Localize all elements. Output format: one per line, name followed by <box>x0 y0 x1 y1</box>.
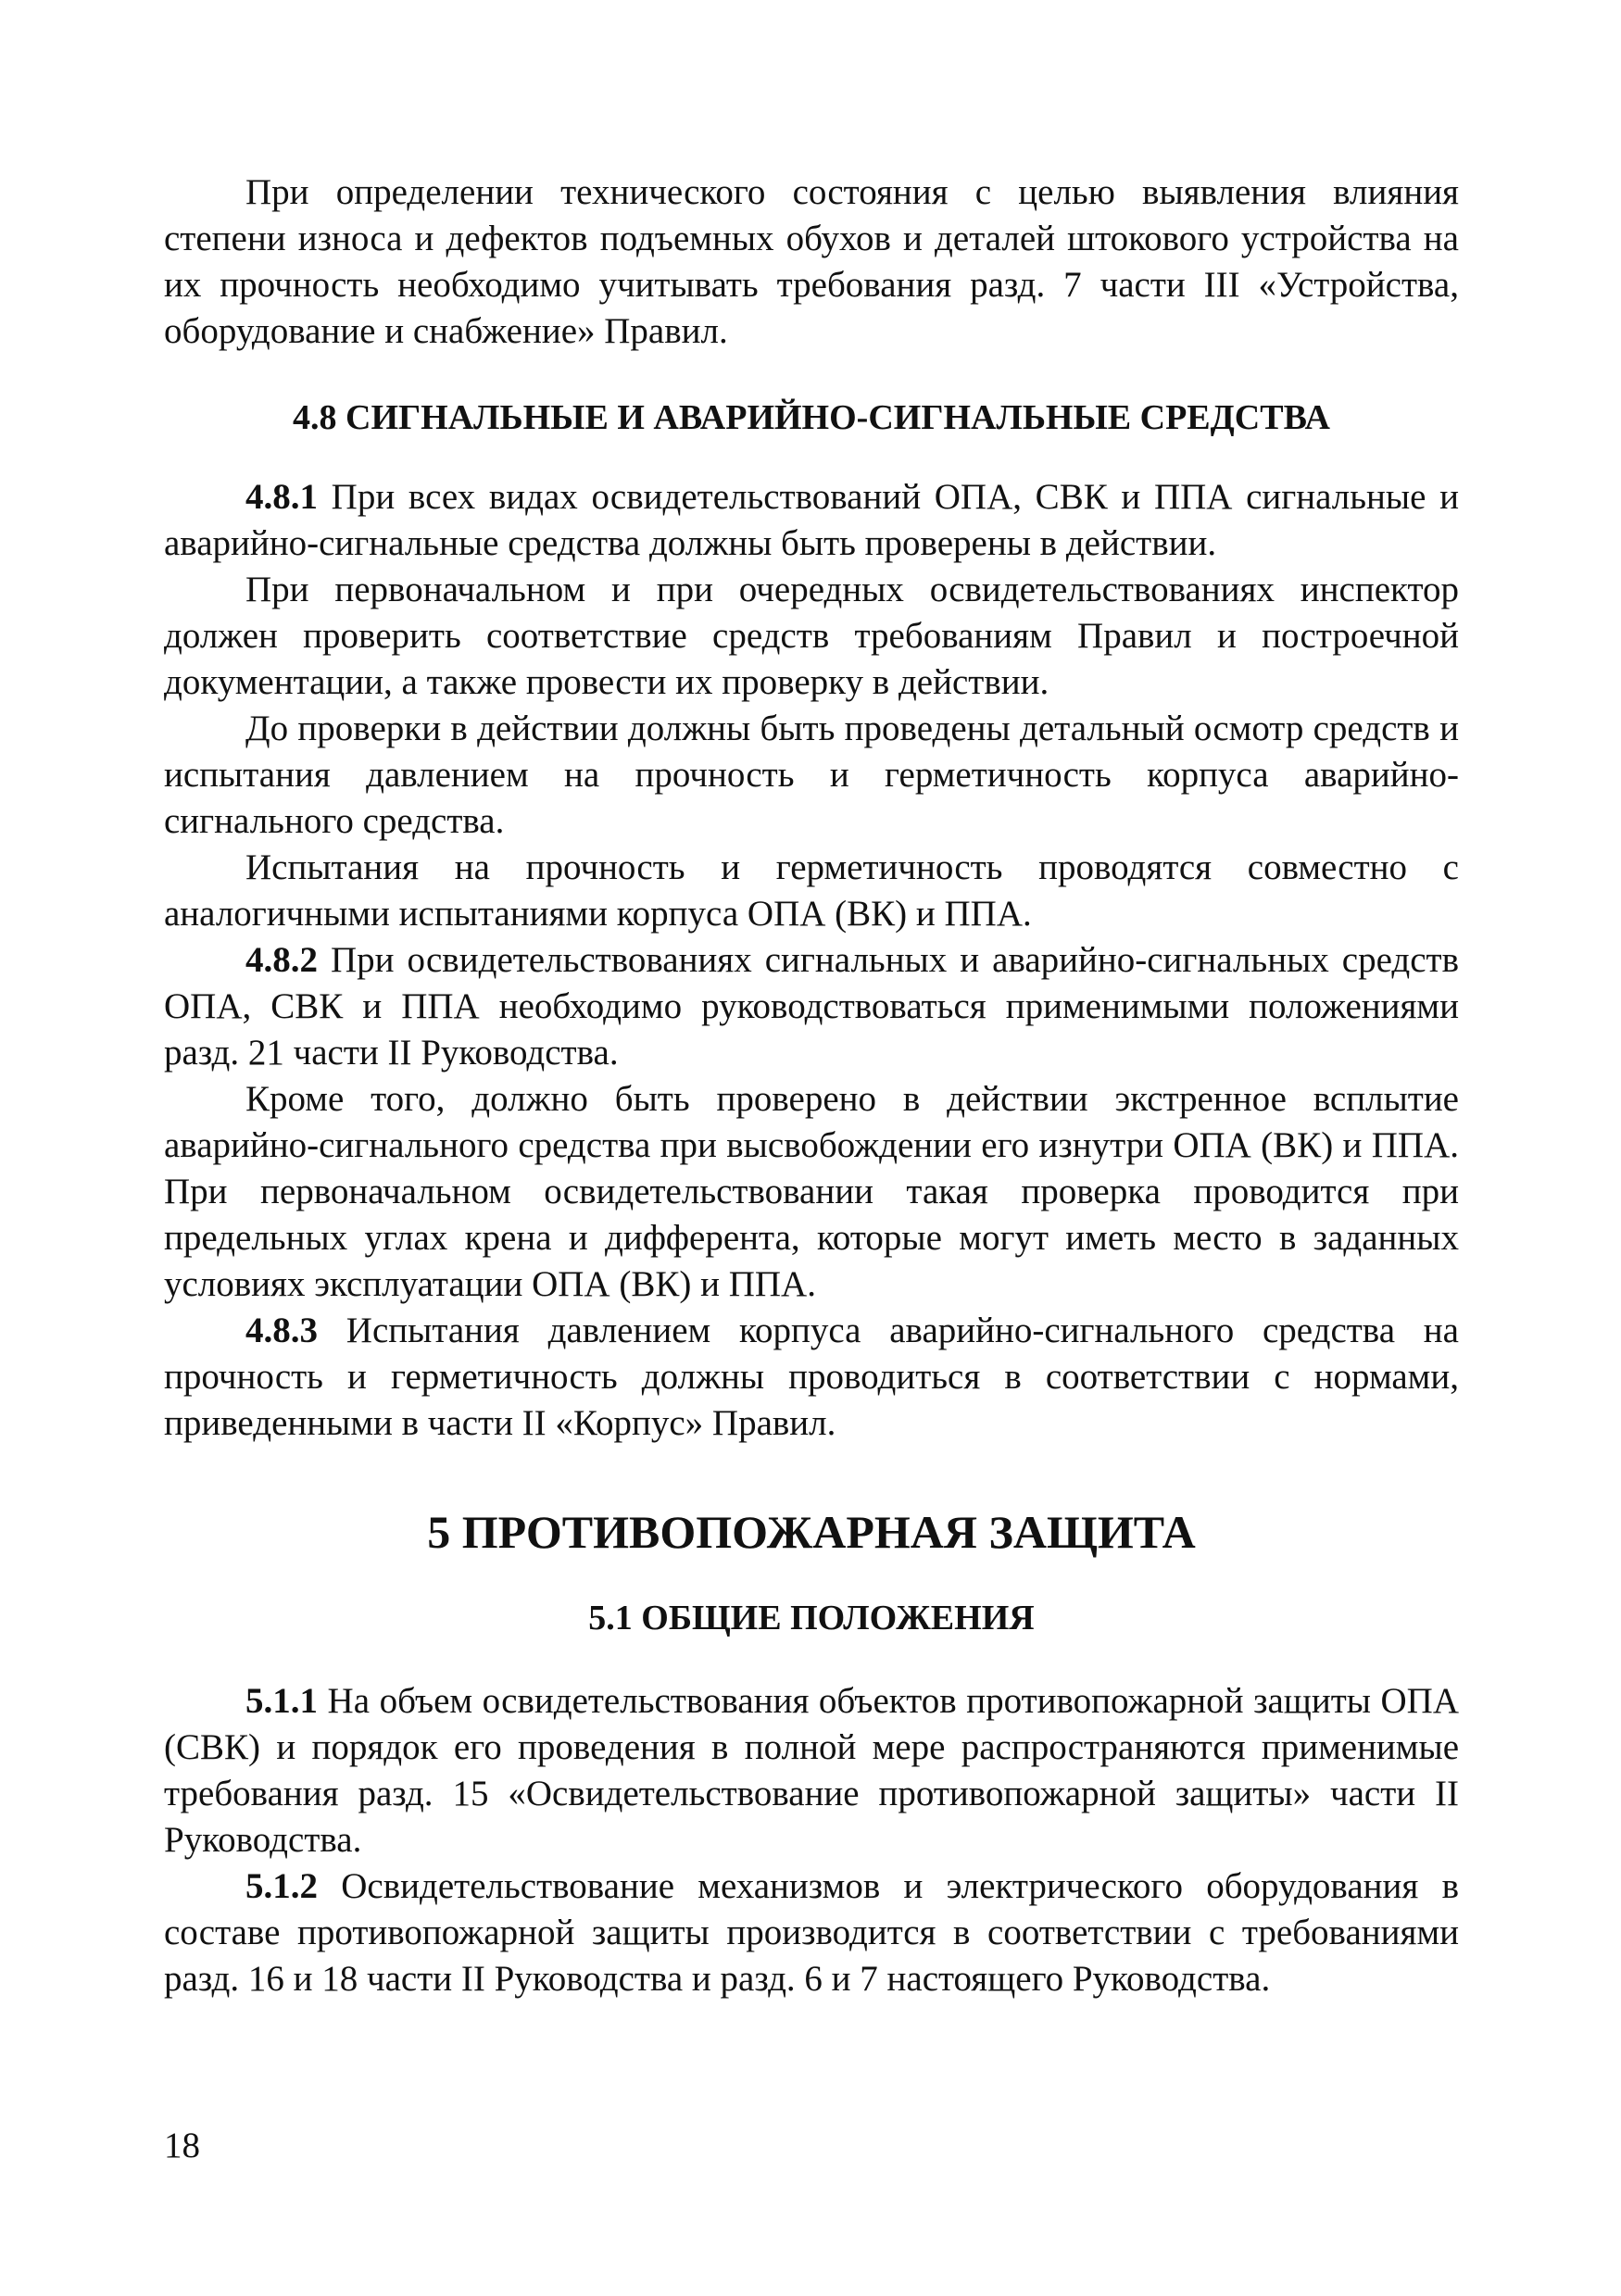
paragraph-before-check: До проверки в действии должны быть проведены детальный осмотр средств и испытания давлением на прочность и герметичность корпуса аварийно-сигнального средства. <box>164 709 1459 841</box>
page-number: 18 <box>164 2126 200 2165</box>
clause-number: 4.8.2 <box>245 940 318 980</box>
paragraph-text: При освидетельствованиях сигнальных и аварийно-сигнальных средств ОПА, СВК и ППА необходимо руководствоваться применимыми положениями разд. 21 части II Руководства. <box>164 940 1459 1073</box>
paragraph-text: При всех видах освидетельствований ОПА, СВК и ППА сигнальные и аварийно-сигнальные средства должны быть проверены в действии. <box>164 477 1459 563</box>
paragraph-4-8-1 <box>164 474 1459 567</box>
chapter-5-title: 5 ПРОТИВОПОЖАРНАЯ ЗАЩИТА <box>427 1506 1196 1558</box>
paragraph-first-survey: При первоначальном и при очередных освидетельствованиях инспектор должен проверить соответствие средств требованиям Правил и построечной документации, а также провести их проверку в действии. <box>164 570 1459 702</box>
page-content <box>164 169 1459 2002</box>
clause-number: 4.8.3 <box>245 1311 318 1350</box>
paragraph-tests-joint: Испытания на прочность и герметичность проводятся совместно с аналогичными испытаниями корпуса ОПА (ВК) и ППА. <box>164 847 1459 934</box>
section-4-8-title: 4.8 СИГНАЛЬНЫЕ И АВАРИЙНО-СИГНАЛЬНЫЕ СРЕДСТВА <box>293 398 1330 437</box>
intro-paragraph: При определении технического состояния с целью выявления влияния степени износа и дефектов подъемных обухов и деталей штокового устройства на их прочность необходимо учитывать требования разд. 7 части III «Устройства, оборудование и снабжение» Правил. <box>164 172 1459 351</box>
paragraph-besides: Кроме того, должно быть проверено в действии экстренное всплытие аварийно-сигнального средства при высвобождении его изнутри ОПА (ВК) и ППА. При первоначальном освидетельствовании такая проверка проводится при предельных углах крена и дифферента, которые могут иметь место в заданных условиях эксплуатации ОПА (ВК) и ППА. <box>164 1079 1459 1304</box>
paragraph-4-8-2 <box>164 937 1459 1076</box>
paragraph-text: Испытания давлением корпуса аварийно-сигнального средства на прочность и герметичность должны проводиться в соответствии с нормами, приведенными в части II «Корпус» Правил. <box>164 1311 1459 1443</box>
paragraph-5-1-1 <box>164 1678 1459 1863</box>
paragraph-text: Освидетельствование механизмов и электрического оборудования в составе противопожарной защиты производится в соответствии с требованиями разд. 16 и 18 части II Руководства и разд. 6 и 7 настоящего Руководства. <box>164 1866 1459 1999</box>
section-5-1-title: 5.1 ОБЩИЕ ПОЛОЖЕНИЯ <box>588 1599 1035 1637</box>
clause-number: 5.1.1 <box>245 1681 318 1721</box>
paragraph-4-8-3 <box>164 1308 1459 1447</box>
paragraph-text: На объем освидетельствования объектов противопожарной защиты ОПА (СВК) и порядок его проведения в полной мере распространяются применимые требования разд. 15 «Освидетельствование противопожарной защиты» части II Руководства. <box>164 1681 1459 1860</box>
clause-number: 5.1.2 <box>245 1866 318 1906</box>
paragraph-5-1-2 <box>164 1863 1459 2002</box>
clause-number: 4.8.1 <box>245 477 318 517</box>
